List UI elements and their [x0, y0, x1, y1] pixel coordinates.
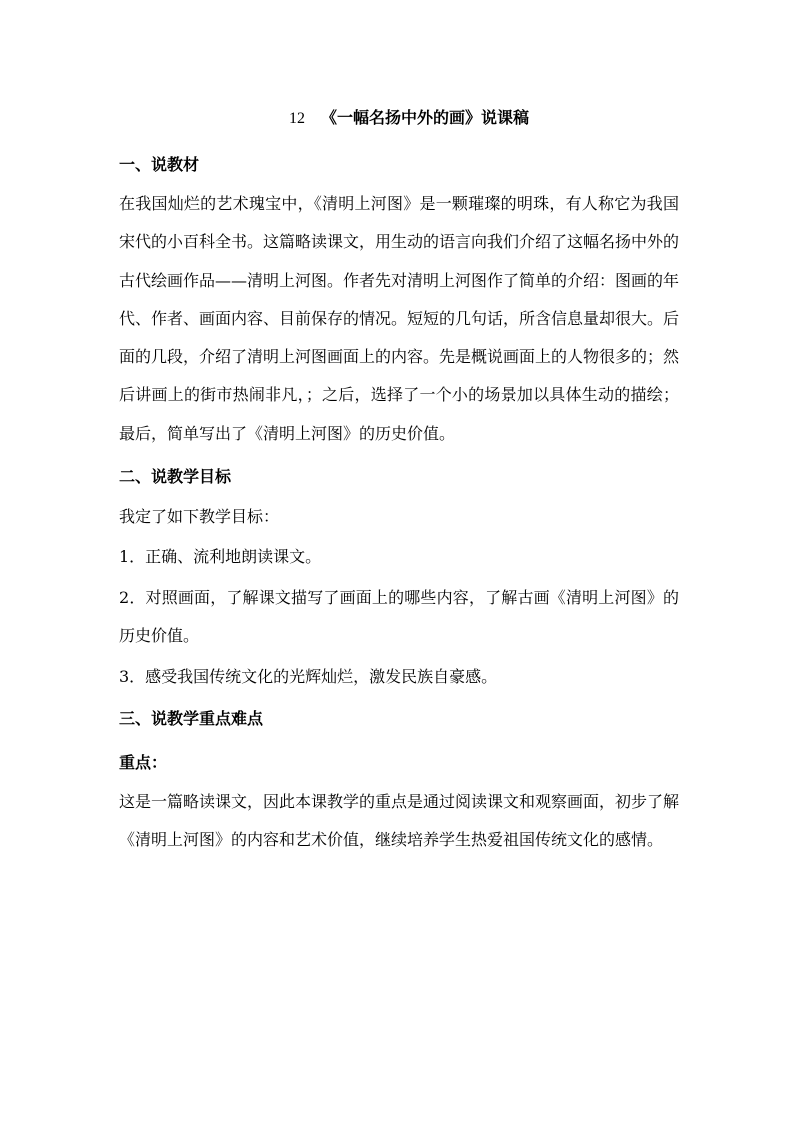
section-heading-textbook: 一、说教材 [119, 155, 200, 174]
section-paragraph-textbook: 在我国灿烂的艺术瑰宝中，《清明上河图》是一颗璀璨的明珠，有人称它为我国宋代的小百科全书。这篇略读课文，用生动的语言向我们介绍了这幅名扬中外的古代绘画作品——清明上河图。作者先对清明上河图作了简单的介绍：图画的年代、作者、画面内容、目前保存的情况。短短的几句话，所含信息量却很大。后面的几段，介绍了清明上河图画面上的内容。先是概说画面上的人物很多的；然后讲画上的街市热闹非凡，；之后，选择了一个小的场景加以具体生动的描绘；最后，简单写出了《清明上河图》的历史价值。 [119, 194, 680, 443]
title-number: 12 [288, 110, 305, 127]
key-points-paragraph: 这是一篇略读课文，因此本课教学的重点是通过阅读课文和观察画面，初步了解《清明上河图》的内容和艺术价值，继续培养学生热爱祖国传统文化的感情。 [119, 792, 680, 850]
goals-intro: 我定了如下教学目标： [119, 507, 280, 527]
title-text: 《一幅名扬中外的画》说课稿 [320, 108, 529, 127]
section-heading-key-points: 三、说教学重点难点 [119, 709, 264, 729]
document-content [119, 103, 679, 859]
key-points-subheading: 重点： [119, 753, 168, 773]
goal-item-3: 3．感受我国传统文化的光辉灿烂，激发民族自豪感。 [119, 667, 498, 687]
goal-item-1: 1．正确、流利地朗读课文。 [119, 547, 322, 567]
page-title [119, 103, 679, 133]
goal-item-2: 2．对照画面，了解课文描写了画面上的哪些内容，了解古画《清明上河图》的历史价值。 [119, 588, 679, 646]
section-heading-goals: 二、说教学目标 [119, 467, 232, 487]
